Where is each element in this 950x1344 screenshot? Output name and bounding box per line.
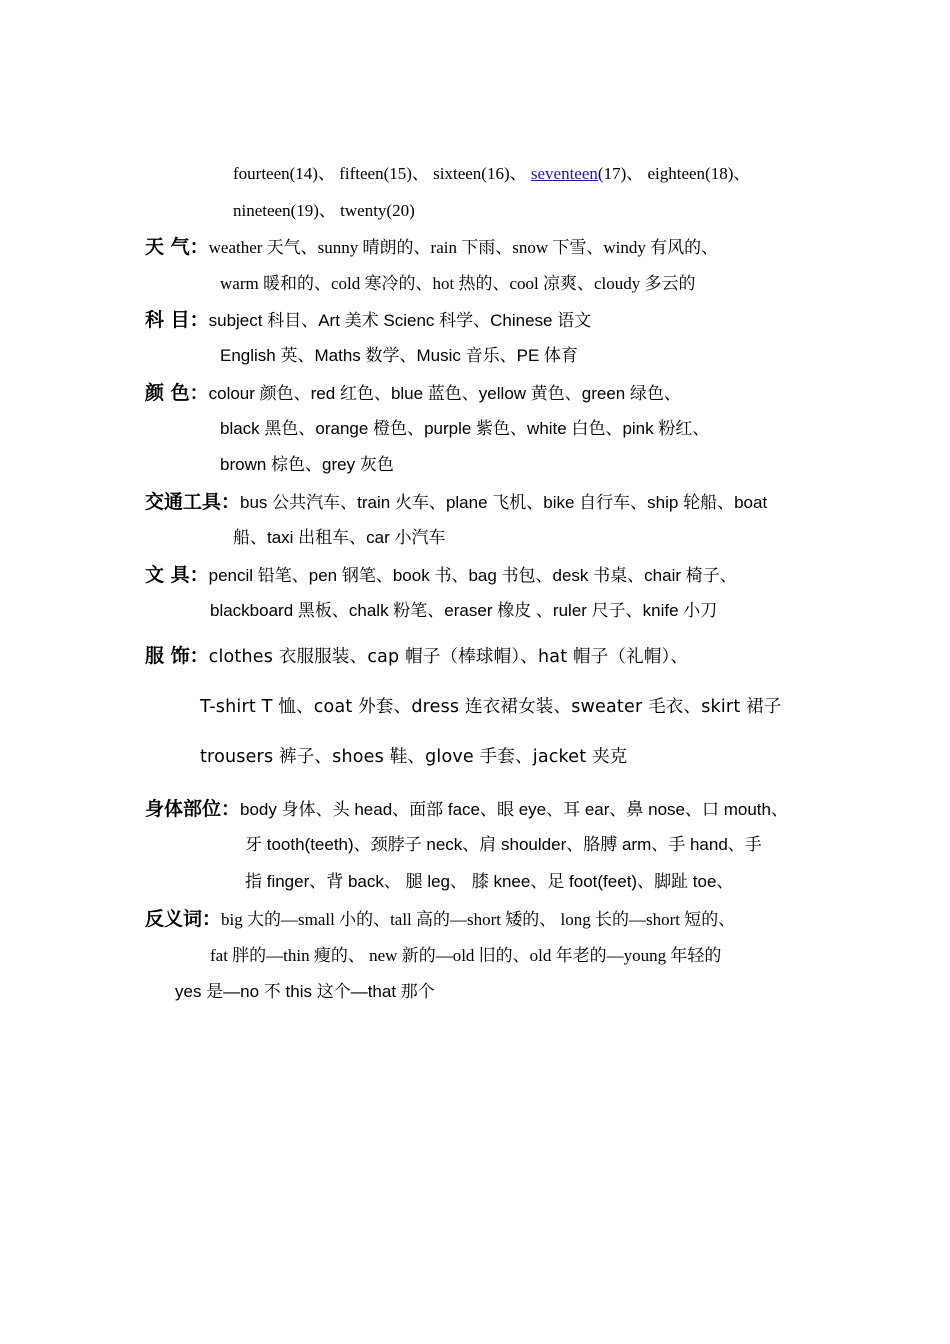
subject-line-1 xyxy=(145,309,591,332)
numbers-line-1 xyxy=(233,163,750,185)
clothes-text-1: clothes 衣服服装、cap 帽子（棒球帽）、hat 帽子（礼帽）、 xyxy=(208,647,689,667)
numbers-line-2: nineteen(19)、 twenty(20) xyxy=(233,201,415,220)
antonyms-line-1 xyxy=(145,908,735,931)
subject-text-1: subject 科目、Art 美术 Scienc 科学、Chinese 语文 xyxy=(208,311,592,330)
body-text-1: body 身体、头 head、面部 face、眼 eye、耳 ear、鼻 nose、口 mouth、 xyxy=(240,800,788,819)
transport-line-1 xyxy=(145,491,767,514)
numbers-text-b: (17)、 eighteen(18)、 xyxy=(597,164,751,183)
clothes-line-1 xyxy=(145,645,688,668)
body-label: 身体部位： xyxy=(145,798,241,820)
transport-label: 交通工具： xyxy=(145,491,241,513)
clothes-line-3: trousers 裤子、shoes 鞋、glove 手套、jacket 夹克 xyxy=(200,747,628,767)
color-text-1: colour 颜色、red 红色、blue 蓝色、yellow 黄色、green 绿色、 xyxy=(208,384,681,403)
color-line-3: brown 棕色、grey 灰色 xyxy=(220,455,394,474)
body-line-1 xyxy=(145,798,788,821)
body-line-2: 牙 tooth(teeth)、颈脖子 neck、肩 shoulder、胳膊 arm、手 hand、手 xyxy=(245,835,762,854)
weather-text-1: weather 天气、sunny 晴朗的、rain 下雨、snow 下雪、windy 有风的、 xyxy=(208,238,719,257)
weather-line-2: warm 暖和的、cold 寒冷的、hot 热的、cool 凉爽、cloudy 多云的 xyxy=(220,274,696,293)
body-line-3: 指 finger、背 back、 腿 leg、 膝 knee、足 foot(feet)、脚趾 toe、 xyxy=(245,872,734,891)
color-line-2: black 黑色、orange 橙色、purple 紫色、white 白色、pink 粉红、 xyxy=(220,419,710,438)
antonyms-text-1: big 大的—small 小的、tall 高的—short 矮的、 long 长的—short 短的、 xyxy=(221,910,736,929)
antonyms-line-2: fat 胖的—thin 瘦的、 new 新的—old 旧的、old 年老的—young 年轻的 xyxy=(210,946,722,965)
subject-line-2: English 英、Maths 数学、Music 音乐、PE 体育 xyxy=(220,346,579,365)
stationery-line-2: blackboard 黑板、chalk 粉笔、eraser 橡皮 、ruler 尺子、knife 小刀 xyxy=(210,601,718,620)
color-line-1 xyxy=(145,382,681,405)
antonyms-label: 反义词： xyxy=(145,908,222,930)
subject-label: 科 目： xyxy=(145,309,209,331)
clothes-line-2: T-shirt T 恤、coat 外套、dress 连衣裙女装、sweater 毛衣、skirt 裙子 xyxy=(200,697,782,717)
color-label: 颜 色： xyxy=(145,382,209,404)
transport-line-2: 船、taxi 出租车、car 小汽车 xyxy=(233,528,446,547)
weather-label: 天 气： xyxy=(145,236,209,258)
antonyms-line-3: yes 是—no 不 this 这个—that 那个 xyxy=(175,982,435,1001)
numbers-text-a: fourteen(14)、 fifteen(15)、 sixteen(16)、 xyxy=(233,164,531,183)
stationery-line-1 xyxy=(145,564,737,587)
transport-text-1: bus 公共汽车、train 火车、plane 飞机、bike 自行车、ship 轮船、boat xyxy=(240,493,768,512)
stationery-text-1: pencil 铅笔、pen 钢笔、book 书、bag 书包、desk 书桌、chair 椅子、 xyxy=(208,566,737,585)
seventeen-link[interactable]: seventeen xyxy=(530,164,598,183)
clothes-label: 服 饰： xyxy=(145,645,209,667)
stationery-label: 文 具： xyxy=(145,564,209,586)
weather-line-1 xyxy=(145,236,718,259)
